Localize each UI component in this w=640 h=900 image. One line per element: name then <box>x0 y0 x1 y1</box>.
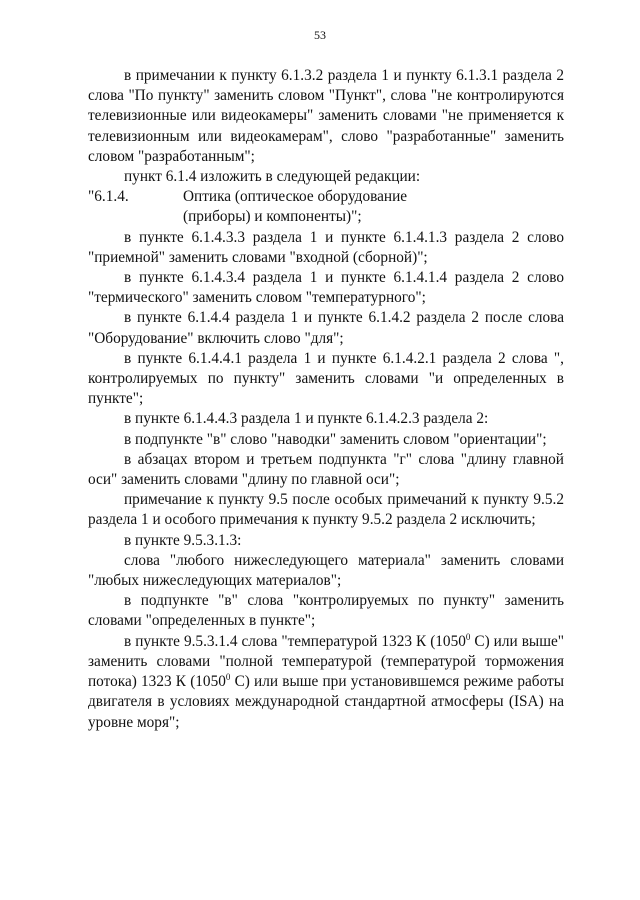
paragraph-subpoint-v-2: в подпункте "в" слова "контролируемых по пункту" заменить словами "определенных в пункте"; <box>88 592 564 630</box>
paragraph-9-5-3-1-4-part1: в пункте 9.5.3.1.4 слова "температурой 1323 К (1050 <box>124 632 466 650</box>
paragraph-6-1-4-4-1: в пункте 6.1.4.4.1 раздела 1 и пункте 6.1.4.2.1 раздела 2 слова ", контролируемых по пункту" заменить словами "и определенных в пункте"; <box>88 349 564 408</box>
paragraph-9-5-3-1-4-part2: С) или выше" заменить словами "полной температурой (температурой торможения потока) 1323 К (1050 <box>88 632 565 691</box>
paragraph-materials: слова "любого нижеследующего материала" заменить словами "любых нижеследующих материалов"; <box>88 551 564 590</box>
paragraph-6-1-4-intro: пункт 6.1.4 изложить в следующей редакции: <box>124 168 421 186</box>
paragraph-9-5-3-1-4-part3: С) или выше при установившемся режиме работы двигателя в условиях международной стандартной атмосферы (ISA) на уровне моря"; <box>88 673 564 731</box>
page-number: 53 <box>314 28 326 42</box>
degree-superscript-2: 0 <box>225 672 231 683</box>
paragraph-subpoint-v: в подпункте "в" слово "наводки" заменить словом "ориентации"; <box>124 430 547 448</box>
optics-title-line1: Оптика (оптическое оборудование <box>183 188 408 206</box>
paragraph-note-9-5: примечание к пункту 9.5 после особых примечаний к пункту 9.5.2 раздела 1 и особого примечания к пункту 9.5.2 раздела 2 исключить; <box>88 491 564 529</box>
optics-heading <box>88 187 564 207</box>
paragraph-6-1-4-4-3: в пункте 6.1.4.4.3 раздела 1 и пункте 6.1.4.2.3 раздела 2: <box>124 410 489 428</box>
optics-code: "6.1.4. <box>88 188 129 206</box>
optics-title-line2: (приборы) и компоненты)"; <box>183 208 362 226</box>
paragraph-9-5-3-1-4 <box>88 632 564 733</box>
document-body <box>88 66 564 733</box>
paragraph-6-1-4-3-4: в пункте 6.1.4.3.4 раздела 1 и пункте 6.1.4.1.4 раздела 2 слово "термического" заменить словом "температурного"; <box>88 269 564 307</box>
paragraph-subpoint-g: в абзацах втором и третьем подпункта "г" слова "длину главной оси" заменить словами "длину по главной оси"; <box>88 450 564 489</box>
paragraph-6-1-4-3-3: в пункте 6.1.4.3.3 раздела 1 и пункте 6.1.4.1.3 раздела 2 слово "приемной" заменить словами "входной (сборной)"; <box>88 228 564 266</box>
paragraph-9-5-3-1-3: в пункте 9.5.3.1.3: <box>124 531 242 549</box>
paragraph-6-1-4-4: в пункте 6.1.4.4 раздела 1 и пункте 6.1.4.2 раздела 2 после слова "Оборудование" включить слово "для"; <box>88 309 564 347</box>
paragraph-note-6-1-3: в примечании к пункту 6.1.3.2 раздела 1 и пункту 6.1.3.1 раздела 2 слова "По пункту" заменить словом "Пункт", слова "не контролируются телевизионные или видеокамеры" заменить словами "не применяется к телевизионным или видеокамерам", слово "разработанные" заменить словом "разработанным"; <box>88 67 564 165</box>
degree-superscript-1: 0 <box>465 631 471 642</box>
